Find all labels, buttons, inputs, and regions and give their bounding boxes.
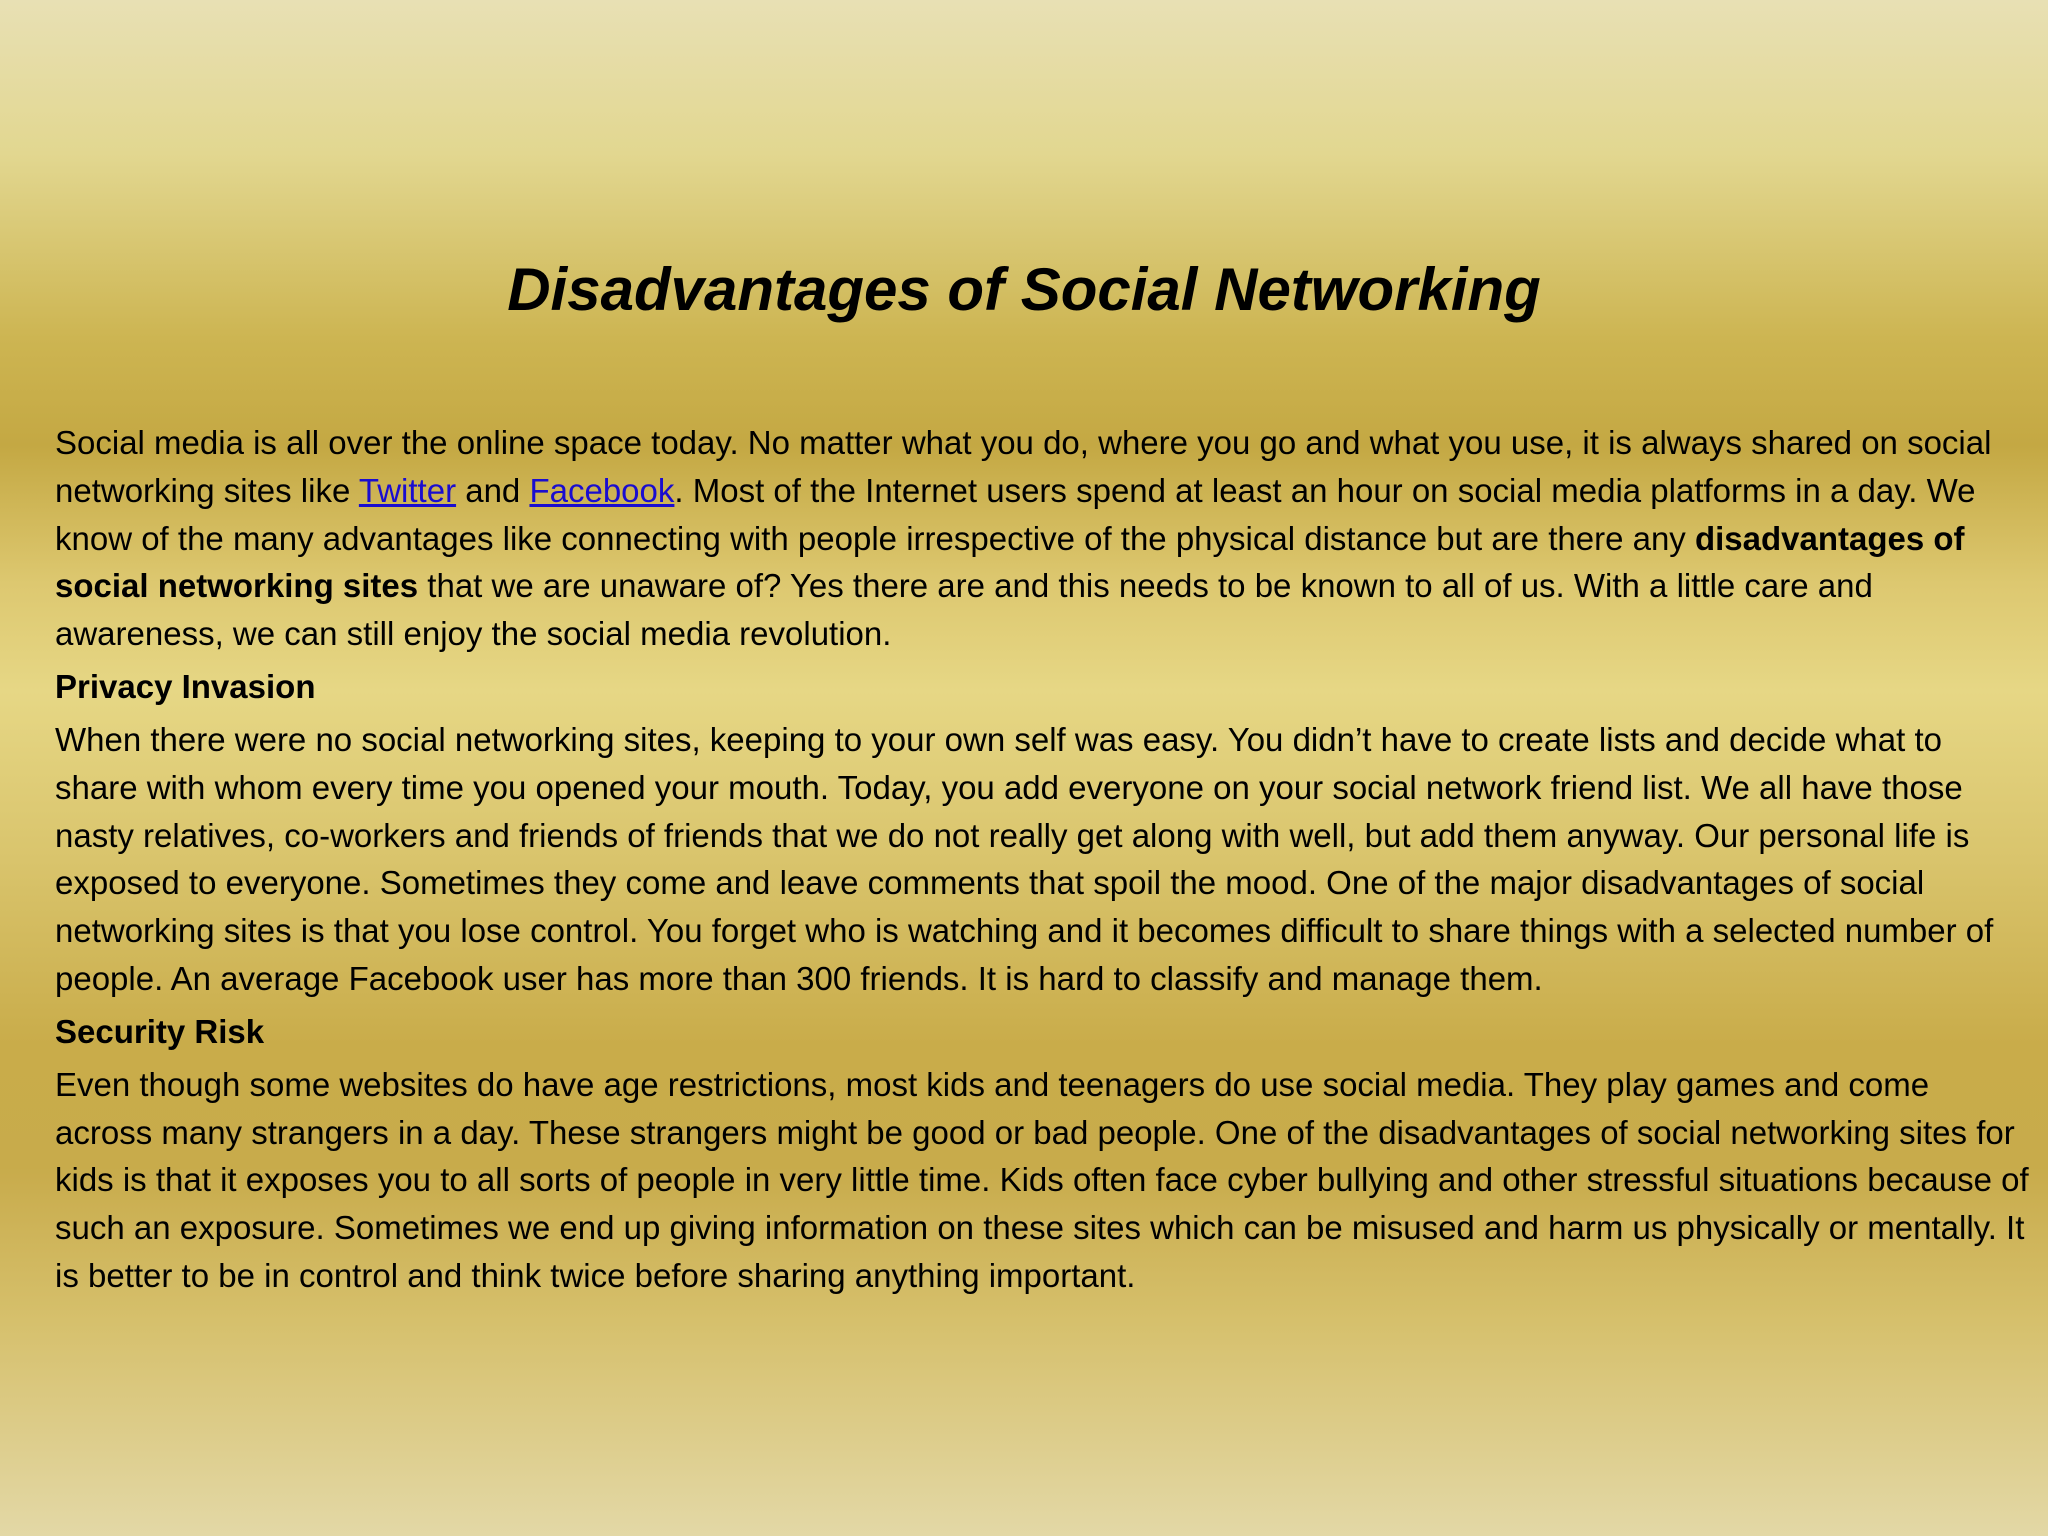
slide-content bbox=[55, 419, 2030, 1300]
security-risk-paragraph: Even though some websites do have age restrictions, most kids and teenagers do use social media. They play games and come across many strangers in a day. These strangers might be good or bad people. One of the disadvantages of social networking sites for kids is that it exposes you to all sorts of people in very little time. Kids often face cyber bullying and other stressful situations because of such an exposure. Sometimes we end up giving information on these sites which can be misused and harm us physically or mentally. It is better to be in control and think twice before sharing anything important. bbox=[55, 1065, 2029, 1294]
intro-bold-phrase: disadvantages of social networking sites bbox=[55, 519, 1965, 605]
privacy-invasion-heading: Privacy Invasion bbox=[55, 667, 316, 705]
facebook-link[interactable]: Facebook bbox=[529, 471, 675, 509]
twitter-link[interactable]: Twitter bbox=[358, 471, 457, 509]
intro-text-3: . Most of the Internet users spend at least an hour on social media platforms in a day. We know of the many advantages like connecting with people irrespective of the physical distance but are there any bbox=[55, 471, 1976, 557]
intro-text-4: that we are unaware of? Yes there are and this needs to be known to all of us. With a little care and awareness, we can still enjoy the social media revolution. bbox=[55, 567, 1873, 653]
intro-text-2: and bbox=[456, 471, 530, 509]
intro-paragraph bbox=[55, 419, 2030, 658]
privacy-invasion-paragraph: When there were no social networking sites, keeping to your own self was easy. You didn’t have to create lists and decide what to share with whom every time you opened your mouth. Today, you add everyone on your social network friend list. We all have those nasty relatives, co-workers and friends of friends that we do not really get along with well, but add them anyway. Our personal life is exposed to everyone. Sometimes they come and leave comments that spoil the mood. One of the major disadvantages of social networking sites is that you lose control. You forget who is watching and it becomes difficult to share things with a selected number of people. An average Facebook user has more than 300 friends. It is hard to classify and manage them. bbox=[55, 720, 1994, 997]
security-risk-heading: Security Risk bbox=[55, 1012, 265, 1050]
intro-text-1: Social media is all over the online space today. No matter what you do, where you go and what you use, it is always shared on social networking sites like bbox=[55, 424, 1992, 509]
slide-title: Disadvantages of Social Networking bbox=[507, 256, 1541, 323]
